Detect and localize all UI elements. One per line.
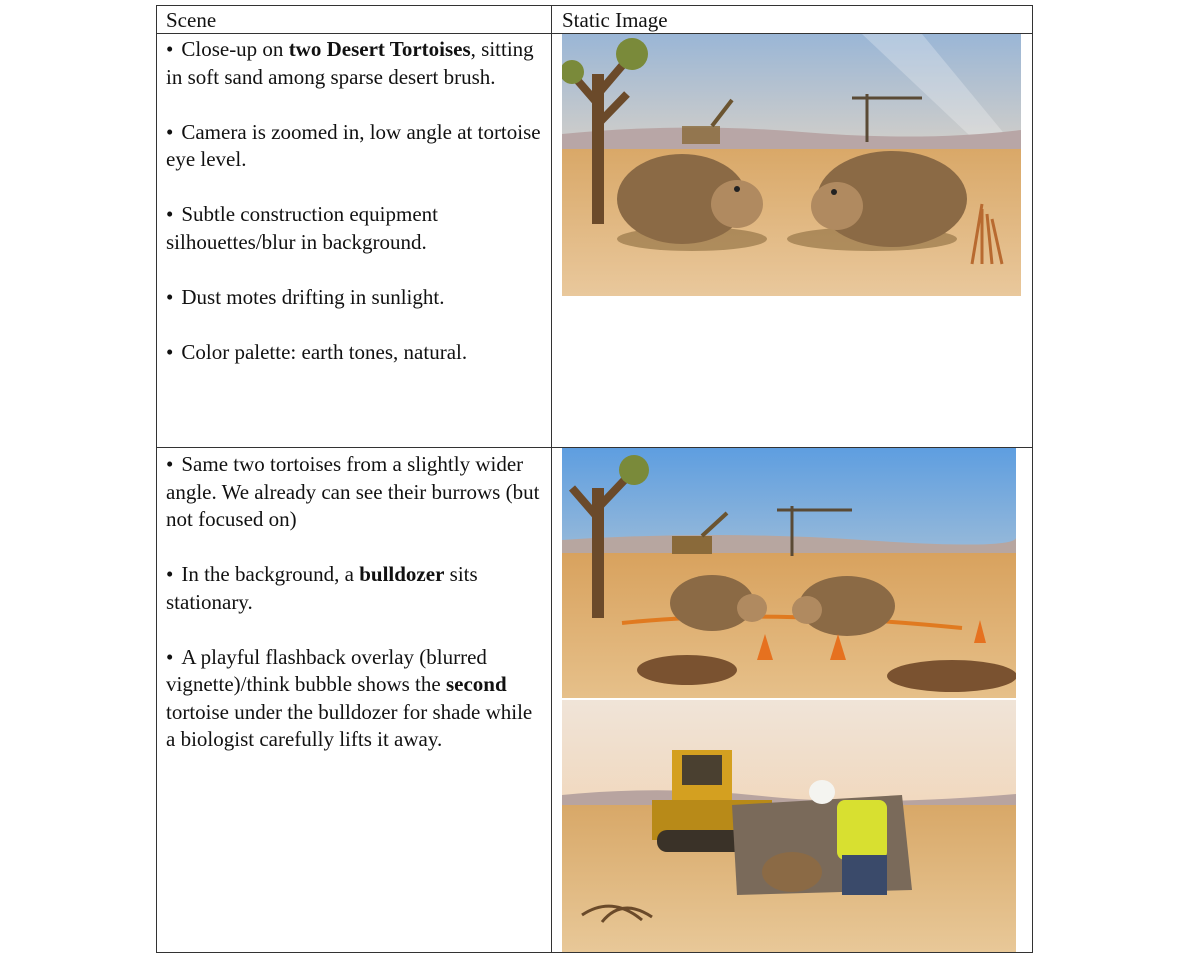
scene-bullet: • Close-up on two Desert Tortoises, sitting in soft sand among sparse desert brush. — [166, 37, 534, 89]
scene-bullet: • Camera is zoomed in, low angle at tortoise eye level. — [166, 119, 541, 171]
scene-bullet: • Same two tortoises from a slightly wider angle. We already can see their burrows (but not focused on) — [166, 452, 540, 531]
scene-cell-2 — [166, 451, 544, 781]
header-static-image: Static Image — [562, 8, 668, 32]
biologist-bulldozer-tortoise-image — [562, 700, 1016, 952]
scene-bullet: • Color palette: earth tones, natural. — [166, 339, 468, 364]
header-scene: Scene — [166, 8, 217, 32]
tortoises-with-burrows-image — [562, 448, 1016, 698]
scene-bullet: • A playful flashback overlay (blurred vignette)/think bubble shows the second tortoise under the bulldozer for shade while a biologist carefully lifts it away. — [166, 644, 533, 751]
column-divider — [551, 5, 552, 953]
scene-bullet: • In the background, a bulldozer sits stationary. — [166, 562, 478, 614]
scene-bullet: • Dust motes drifting in sunlight. — [166, 284, 445, 309]
scene-bullet: • Subtle construction equipment silhouettes/blur in background. — [166, 202, 438, 254]
desert-tortoises-closeup-image — [562, 34, 1021, 296]
scene-cell-1 — [166, 36, 544, 394]
